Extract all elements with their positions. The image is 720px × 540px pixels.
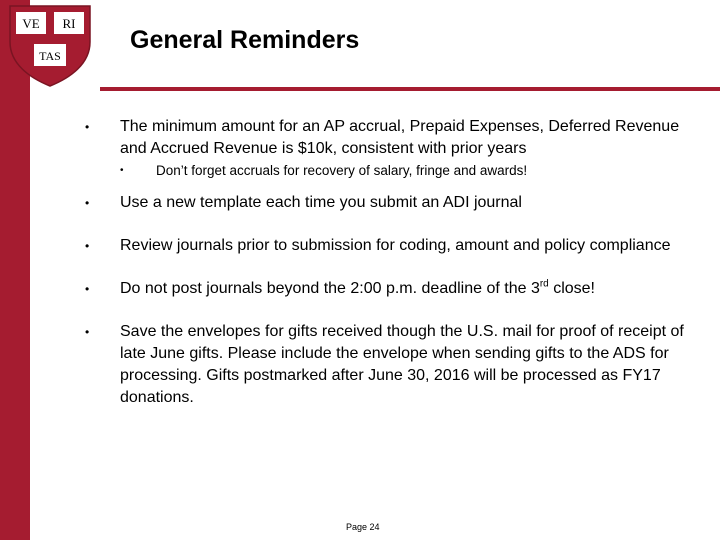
deadline-text-end: close! (548, 280, 595, 297)
list-item (85, 235, 685, 257)
page-title: General Reminders (130, 26, 360, 54)
bullet-marker: • (85, 239, 90, 253)
bullet-marker: • (85, 120, 90, 134)
list-item-text (120, 278, 685, 300)
bullet-marker: • (85, 196, 90, 210)
list-item (85, 321, 685, 409)
list-item (85, 192, 685, 214)
ordinal-suffix: rd (539, 278, 549, 290)
page-number: Page 24 (346, 522, 380, 532)
list-item-text: Review journals prior to submission for coding, amount and policy compliance (120, 237, 671, 254)
header-rule (100, 87, 720, 91)
list-item (85, 116, 685, 160)
sub-list-item (120, 162, 685, 180)
logo-book-2-text: RI (62, 16, 76, 31)
list-item-text: Save the envelopes for gifts received though the U.S. mail for proof of receipt of late June gifts. Please include the envelope when sending gifts to the ADS for processing. Gifts postmarked after June 30, 2016 will be processed as FY17 donations. (120, 323, 684, 406)
bullet-marker: • (120, 165, 124, 176)
sub-list-item-text: Don’t forget accruals for recovery of salary, fringe and awards! (156, 163, 528, 178)
logo-book-3-text: TAS (39, 49, 61, 63)
list-item-text: The minimum amount for an AP accrual, Prepaid Expenses, Deferred Revenue and Accrued Revenue is $10k, consistent with prior years (120, 118, 680, 157)
harvard-shield-logo (2, 2, 98, 88)
list-item-text: Use a new template each time you submit an ADI journal (120, 194, 522, 211)
bullet-marker: • (85, 282, 90, 296)
logo-book-1-text: VE (22, 16, 40, 31)
reminders-list (85, 116, 685, 409)
list-item (85, 278, 685, 300)
deadline-text: Do not post journals beyond the 2:00 p.m. deadline of the 3 (120, 280, 540, 297)
bullet-marker: • (85, 325, 90, 339)
